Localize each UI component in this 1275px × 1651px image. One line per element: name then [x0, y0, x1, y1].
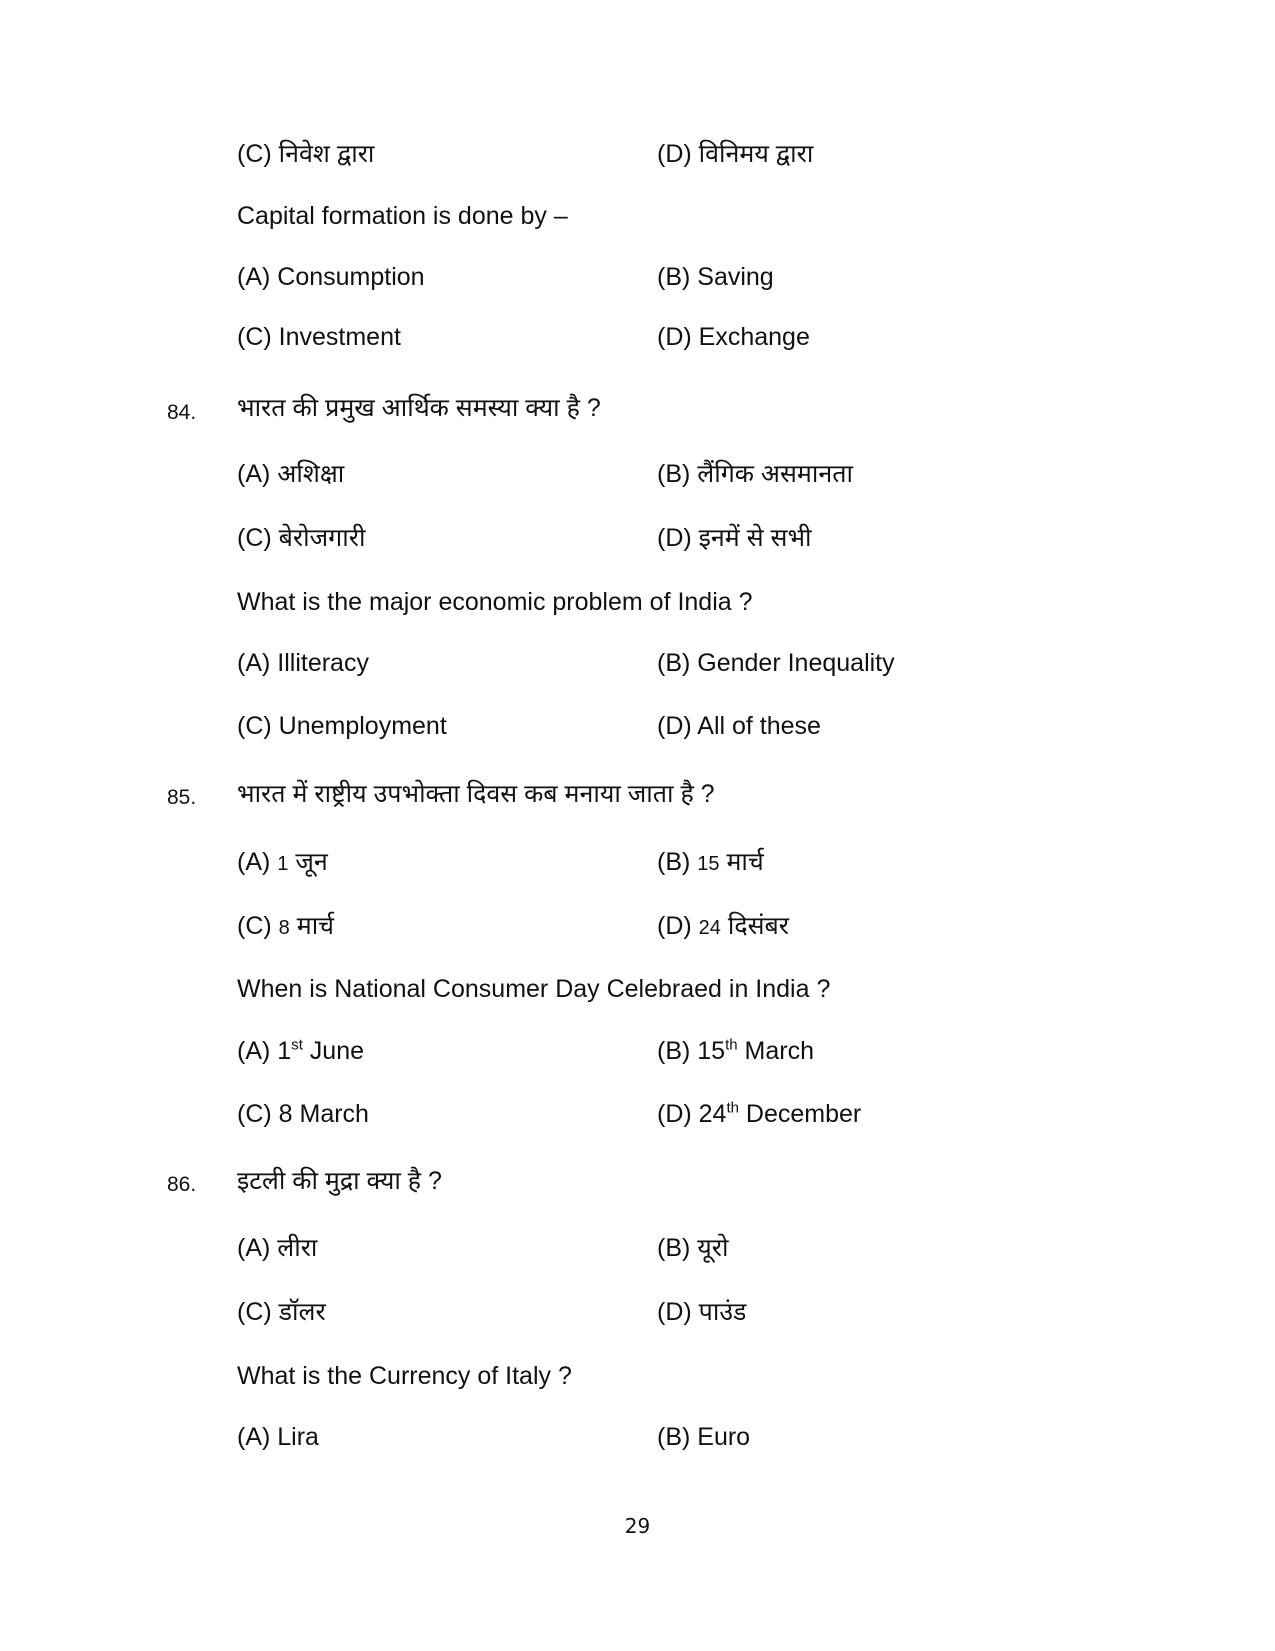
q85-hi-option-b-num: 15	[697, 853, 720, 875]
q85-hi-option-b	[657, 846, 764, 880]
q85-en-option-b-rest: March	[737, 1037, 815, 1065]
q85-en-option-d	[657, 1098, 861, 1130]
q84-hi-option-a: (A) अशिक्षा	[237, 460, 345, 488]
q85-hi-option-d-num: 24	[698, 917, 721, 939]
q86-en-question: What is the Currency of Italy ?	[237, 1362, 572, 1390]
q85-en-option-d-rest: December	[738, 1100, 862, 1128]
q84-hi-option-b: (B) लैंगिक असमानता	[657, 460, 853, 488]
q84-en-option-a: (A) Illiteracy	[237, 649, 369, 677]
q86-number: 86.	[167, 1173, 197, 1196]
q85-hi-option-c	[237, 910, 334, 944]
q86-hi-question: इटली की मुद्रा क्या है ?	[237, 1167, 442, 1195]
q84-number: 84.	[167, 401, 197, 424]
q85-en-option-a-rest: June	[302, 1037, 365, 1065]
q84-en-option-d: (D) All of these	[657, 712, 821, 740]
q83-en-option-c: (C) Investment	[237, 323, 401, 351]
q85-en-option-c: (C) 8 March	[237, 1100, 369, 1128]
q84-hi-question: भारत की प्रमुख आर्थिक समस्या क्या है ?	[237, 394, 601, 422]
q85-hi-option-b-prefix: (B)	[657, 848, 691, 876]
q86-hi-option-a: (A) लीरा	[237, 1234, 318, 1262]
q85-en-option-a	[237, 1035, 364, 1067]
q86-hi-option-d: (D) पाउंड	[657, 1298, 747, 1326]
q83-en-option-a: (A) Consumption	[237, 263, 425, 291]
q85-en-option-d-sup: th	[726, 1099, 739, 1117]
q83-en-option-b: (B) Saving	[657, 263, 774, 291]
q83-hi-option-c: (C) निवेश द्वारा	[237, 140, 375, 168]
q83-en-question: Capital formation is done by –	[237, 202, 568, 230]
q83-en-option-d: (D) Exchange	[657, 323, 810, 351]
q86-en-option-b: (B) Euro	[657, 1423, 751, 1451]
q85-hi-question: भारत में राष्ट्रीय उपभोक्ता दिवस कब मनाया जाता है ?	[237, 780, 715, 808]
q84-hi-option-d: (D) इनमें से सभी	[657, 524, 812, 552]
q85-number: 85.	[167, 786, 197, 809]
q85-en-option-d-main: (D) 24	[657, 1100, 727, 1128]
q85-hi-option-d-text: दिसंबर	[727, 912, 790, 940]
q85-en-option-a-main: (A) 1	[237, 1037, 292, 1065]
q85-en-option-b	[657, 1035, 814, 1067]
q85-en-question: When is National Consumer Day Celebraed in India ?	[237, 975, 831, 1003]
q86-en-option-a: (A) Lira	[237, 1423, 319, 1451]
q85-en-option-b-main: (B) 15	[657, 1037, 726, 1065]
q85-en-option-b-sup: th	[725, 1036, 738, 1054]
q84-hi-option-c: (C) बेरोजगारी	[237, 524, 366, 552]
q85-hi-option-a-num: 1	[277, 853, 289, 875]
q85-hi-option-a	[237, 846, 328, 880]
page-number: 29	[624, 1514, 651, 1538]
q85-hi-option-d-prefix: (D)	[657, 912, 692, 940]
q85-hi-option-d	[657, 910, 789, 944]
q84-en-option-c: (C) Unemployment	[237, 712, 447, 740]
q85-hi-option-c-text: मार्च	[296, 912, 335, 940]
q86-hi-option-c: (C) डॉलर	[237, 1298, 326, 1326]
q85-hi-option-c-num: 8	[278, 917, 290, 939]
q85-hi-option-c-prefix: (C)	[237, 912, 272, 940]
q85-hi-option-a-prefix: (A)	[237, 848, 271, 876]
q85-hi-option-a-text: जून	[295, 848, 328, 876]
q85-hi-option-b-text: मार्च	[726, 848, 764, 876]
q84-en-question: What is the major economic problem of India ?	[237, 588, 753, 616]
q83-hi-option-d: (D) विनिमय द्वारा	[657, 140, 814, 168]
q84-en-option-b: (B) Gender Inequality	[657, 649, 895, 677]
q86-hi-option-b: (B) यूरो	[657, 1234, 729, 1262]
q85-en-option-a-sup: st	[291, 1036, 303, 1054]
